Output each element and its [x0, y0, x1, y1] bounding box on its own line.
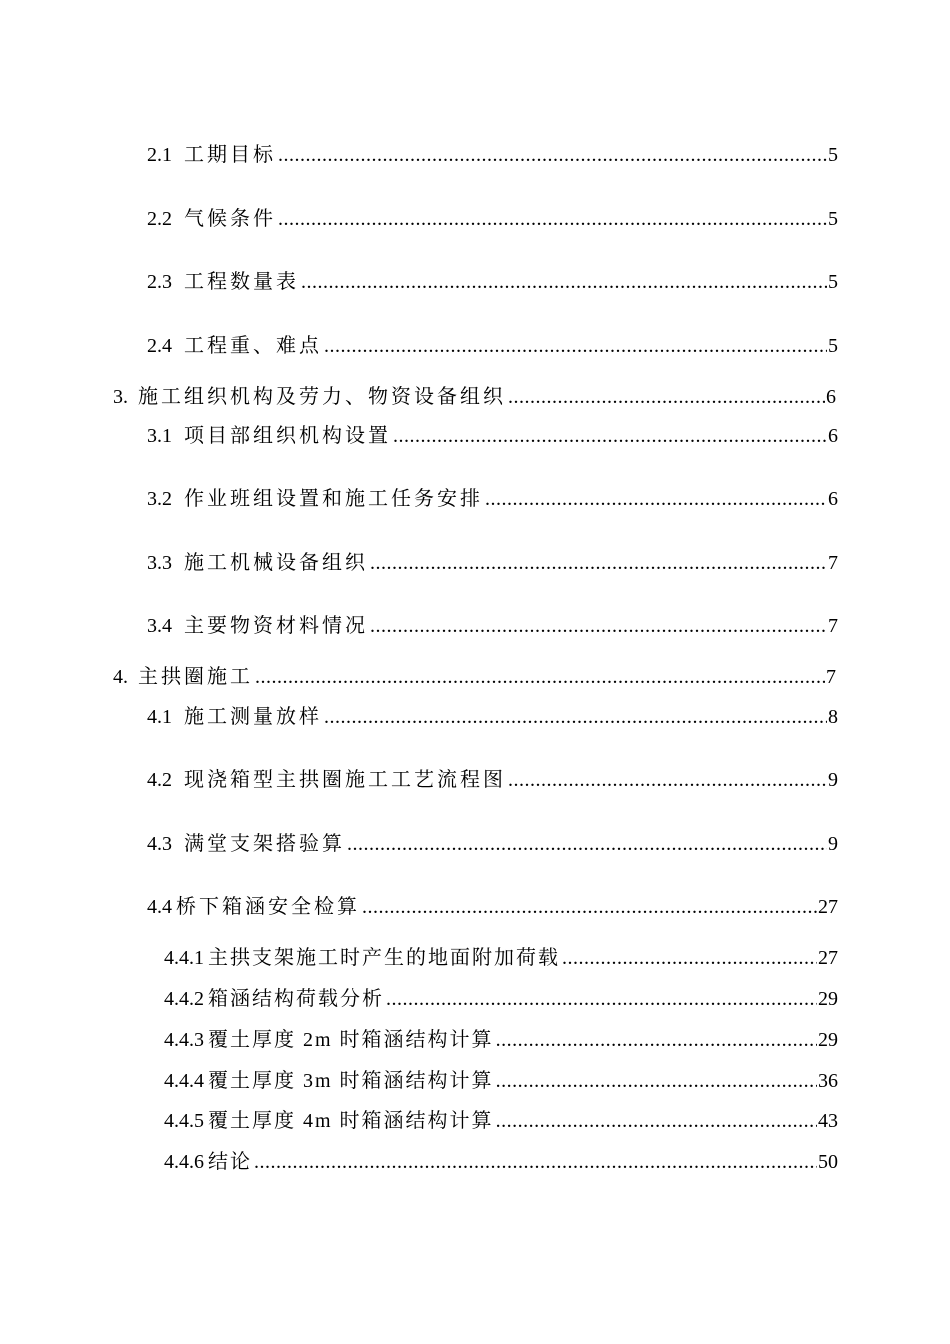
- toc-entry-4-4-5[interactable]: [164, 1109, 838, 1133]
- dot-leader: [324, 705, 827, 729]
- toc-entry-page: 8: [828, 706, 838, 728]
- toc-entry-title: 施工组织机构及劳力、物资设备组织: [138, 386, 506, 408]
- toc-entry-2-2[interactable]: [147, 207, 838, 231]
- toc-entry-2-1[interactable]: [147, 143, 838, 167]
- dot-leader: [386, 987, 817, 1011]
- dot-leader: [254, 1150, 817, 1174]
- toc-entry-3-1[interactable]: [147, 424, 838, 448]
- toc-entry-3-2[interactable]: [147, 487, 838, 511]
- toc-entry-title: 桥下箱涵安全检算: [176, 896, 360, 918]
- dot-leader: [301, 270, 827, 294]
- toc-entry-number: 4.4.4: [164, 1070, 204, 1092]
- toc-entry-number: 2.3: [147, 271, 172, 293]
- toc-entry-page: 9: [828, 769, 838, 791]
- dot-leader: [562, 946, 817, 970]
- toc-entry-title: 覆土厚度 3m 时箱涵结构计算: [208, 1070, 494, 1092]
- toc-entry-page: 29: [818, 988, 838, 1010]
- toc-entry-2-4[interactable]: [147, 334, 838, 358]
- dot-leader: [370, 551, 827, 575]
- dot-leader: [496, 1069, 817, 1093]
- toc-entry-4-4-3[interactable]: [164, 1028, 838, 1052]
- toc-entry-title: 主拱支架施工时产生的地面附加荷载: [208, 947, 560, 969]
- toc-entry-number: 4.2: [147, 769, 172, 791]
- toc-entry-4-4[interactable]: [147, 895, 838, 919]
- dot-leader: [496, 1109, 817, 1133]
- toc-entry-number: 2.1: [147, 144, 172, 166]
- toc-entry-number: 3.3: [147, 552, 172, 574]
- toc-entry-number: 3.: [113, 386, 128, 408]
- toc-entry-number: 4.4.6: [164, 1151, 204, 1173]
- toc-entry-4-4-6[interactable]: [164, 1150, 838, 1174]
- toc-entry-4-4-4[interactable]: [164, 1069, 838, 1093]
- dot-leader: [362, 895, 817, 919]
- toc-entry-number: 4.4: [147, 896, 172, 918]
- toc-entry-4-1[interactable]: [147, 705, 838, 729]
- toc-entry-page: 5: [828, 144, 838, 166]
- toc-entry-title: 工期目标: [184, 144, 276, 166]
- dot-leader: [496, 1028, 817, 1052]
- toc-entry-number: 2.4: [147, 335, 172, 357]
- toc-entry-page: 5: [828, 335, 838, 357]
- dot-leader: [508, 768, 827, 792]
- toc-entry-page: 7: [828, 552, 838, 574]
- toc-entry-page: 6: [826, 386, 836, 408]
- toc-entry-title: 覆土厚度 2m 时箱涵结构计算: [208, 1029, 494, 1051]
- toc-entry-title: 工程重、难点: [184, 335, 322, 357]
- toc-entry-title: 满堂支架搭验算: [184, 833, 345, 855]
- toc-entry-page: 27: [818, 896, 838, 918]
- toc-entry-title: 气候条件: [184, 208, 276, 230]
- toc-entry-title: 现浇箱型主拱圈施工工艺流程图: [184, 769, 506, 791]
- toc-entry-number: 4.4.1: [164, 947, 204, 969]
- toc-entry-title: 项目部组织机构设置: [184, 425, 391, 447]
- toc-entry-page: 7: [828, 615, 838, 637]
- dot-leader: [278, 207, 827, 231]
- dot-leader: [485, 487, 827, 511]
- toc-entry-page: 29: [818, 1029, 838, 1051]
- toc-entry-number: 3.4: [147, 615, 172, 637]
- toc-entry-4-3[interactable]: [147, 832, 838, 856]
- toc-entry-4-4-1[interactable]: [164, 946, 838, 970]
- toc-entry-title: 工程数量表: [184, 271, 299, 293]
- toc-entry-page: 43: [818, 1110, 838, 1132]
- dot-leader: [370, 614, 827, 638]
- toc-entry-page: 27: [818, 947, 838, 969]
- toc-entry-page: 5: [828, 271, 838, 293]
- toc-entry-page: 6: [828, 425, 838, 447]
- toc-entry-3-4[interactable]: [147, 614, 838, 638]
- dot-leader: [393, 424, 827, 448]
- toc-entry-page: 36: [818, 1070, 838, 1092]
- toc-entry-number: 3.1: [147, 425, 172, 447]
- toc-entry-number: 2.2: [147, 208, 172, 230]
- toc-entry-3-3[interactable]: [147, 551, 838, 575]
- toc-entry-number: 4.4.5: [164, 1110, 204, 1132]
- toc-entry-4-2[interactable]: [147, 768, 838, 792]
- toc-entry-4[interactable]: [113, 665, 836, 689]
- toc-entry-4-4-2[interactable]: [164, 987, 838, 1011]
- toc-entry-title: 施工测量放样: [184, 706, 322, 728]
- toc-entry-number: 4.3: [147, 833, 172, 855]
- dot-leader: [324, 334, 827, 358]
- toc-entry-title: 主拱圈施工: [138, 666, 253, 688]
- dot-leader: [255, 665, 825, 689]
- toc-entry-title: 作业班组设置和施工任务安排: [184, 488, 483, 510]
- toc-entry-page: 9: [828, 833, 838, 855]
- dot-leader: [347, 832, 827, 856]
- toc-entry-number: 4.1: [147, 706, 172, 728]
- dot-leader: [278, 143, 827, 167]
- dot-leader: [508, 385, 825, 409]
- toc-entry-page: 5: [828, 208, 838, 230]
- toc-entry-title: 施工机械设备组织: [184, 552, 368, 574]
- toc-entry-number: 3.2: [147, 488, 172, 510]
- toc-entry-title: 结论: [208, 1151, 252, 1173]
- toc-entry-page: 50: [818, 1151, 838, 1173]
- toc-entry-2-3[interactable]: [147, 270, 838, 294]
- toc-entry-number: 4.4.3: [164, 1029, 204, 1051]
- toc-entry-title: 箱涵结构荷载分析: [208, 988, 384, 1010]
- toc-entry-number: 4.: [113, 666, 128, 688]
- toc-entry-3[interactable]: [113, 385, 836, 409]
- toc-entry-title: 覆土厚度 4m 时箱涵结构计算: [208, 1110, 494, 1132]
- toc-entry-number: 4.4.2: [164, 988, 204, 1010]
- toc-entry-page: 6: [828, 488, 838, 510]
- toc-entry-page: 7: [826, 666, 836, 688]
- toc-entry-title: 主要物资材料情况: [184, 615, 368, 637]
